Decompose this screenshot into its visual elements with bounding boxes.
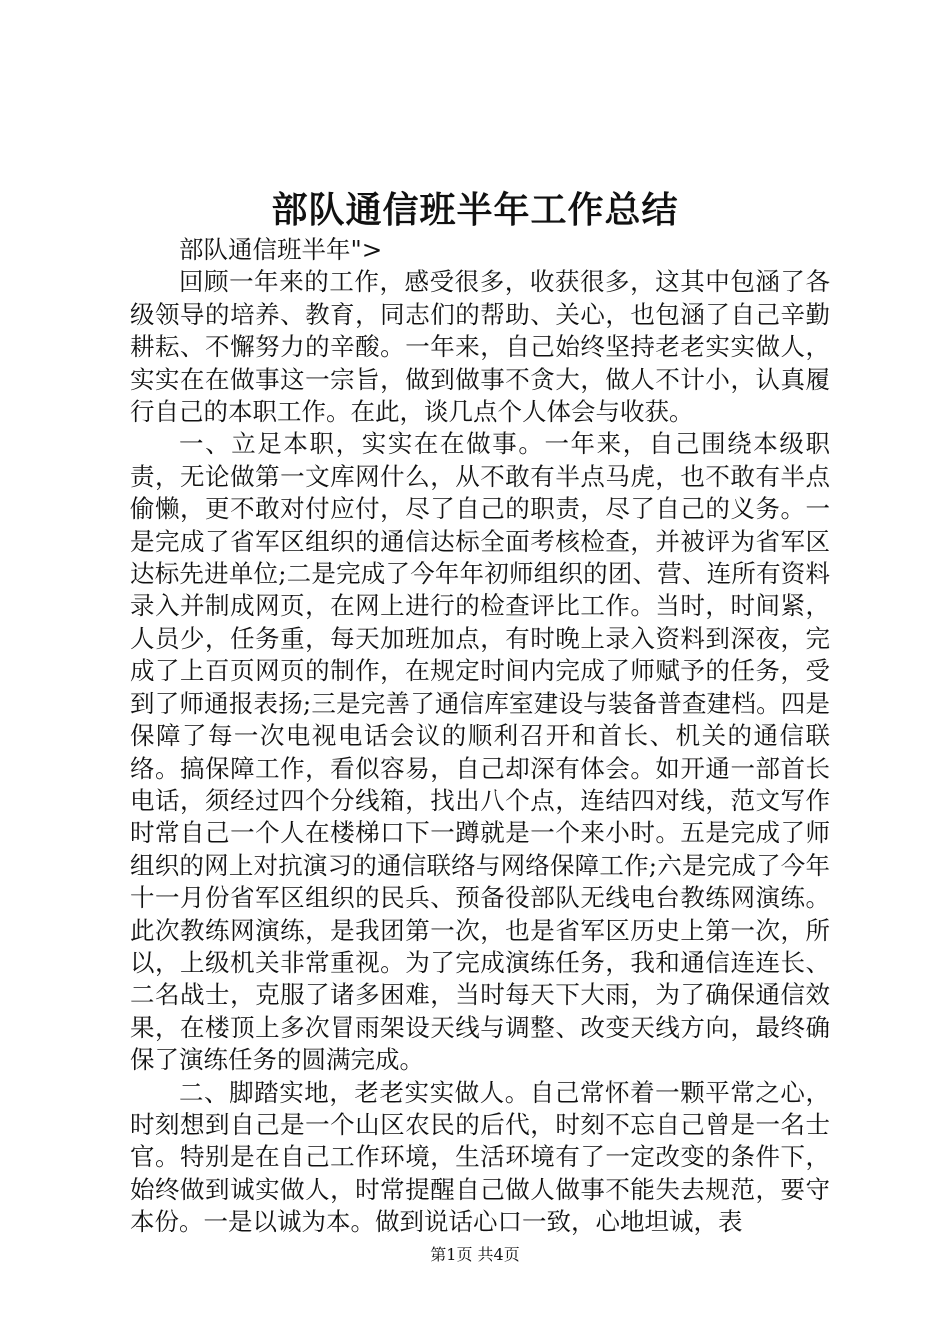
document-body bbox=[130, 234, 830, 1239]
paragraph-section-two: 二、脚踏实地，老老实实做人。自己常怀着一颗平常之心，时刻想到自己是一个山区农民的后代，时刻不忘自己曾是一名士官。特别是在自己工作环境，生活环境有了一定改变的条件下，始终做到诚实做人，时常提醒自己做人做事不能失去规范，要守本份。一是以诚为本。做到说话心口一致，心地坦诚，表 bbox=[130, 1077, 830, 1237]
paragraph-subtitle: 部队通信班半年"> bbox=[179, 235, 383, 264]
paragraph-section-one: 一、立足本职，实实在在做事。一年来，自己围绕本级职责，无论做第一文库网什么，从不敢有半点马虎，也不敢有半点偷懒，更不敢对付应付，尽了自己的职责，尽了自己的义务。一是完成了省军区组织的通信达标全面考核检查，并被评为省军区达标先进单位;二是完成了今年年初师组织的团、营、连所有资料录入并制成网页，在网上进行的检查评比工作。当时，时间紧，人员少，任务重，每天加班加点，有时晚上录入资料到深夜，完成了上百页网页的制作，在规定时间内完成了师赋予的任务，受到了师通报表扬;三是完善了通信库室建设与装备普查建档。四是保障了每一次电视电话会议的顺利召开和首长、机关的通信联络。搞保障工作，看似容易，自己却深有体会。如开通一部首长电话，须经过四个分线箱，找出八个点，连结四对线，范文写作时常自己一个人在楼梯口下一蹲就是一个来小时。五是完成了师组织的网上对抗演习的通信联络与网络保障工作;六是完成了今年十一月份省军区组织的民兵、预备役部队无线电台教练网演练。此次教练网演练，是我团第一次，也是省军区历史上第一次，所以，上级机关非常重视。为了完成演练任务，我和通信连连长、二名战士，克服了诸多困难，当时每天下大雨，为了确保通信效果，在楼顶上多次冒雨架设天线与调整、改变天线方向，最终确保了演练任务的圆满完成。 bbox=[130, 429, 830, 1075]
paragraph-intro: 回顾一年来的工作，感受很多，收获很多，这其中包涵了各级领导的培养、教育，同志们的帮助、关心，也包涵了自己辛勤耕耘、不懈努力的辛酸。一年来，自己始终坚持老老实实做人，实实在在做事这一宗旨，做到做事不贪大，做人不计小，认真履行自己的本职工作。在此，谈几点个人体会与收获。 bbox=[130, 267, 830, 427]
page-number-footer: 第1页 共4页 bbox=[430, 1245, 520, 1264]
document-title: 部队通信班半年工作总结 bbox=[271, 189, 679, 231]
